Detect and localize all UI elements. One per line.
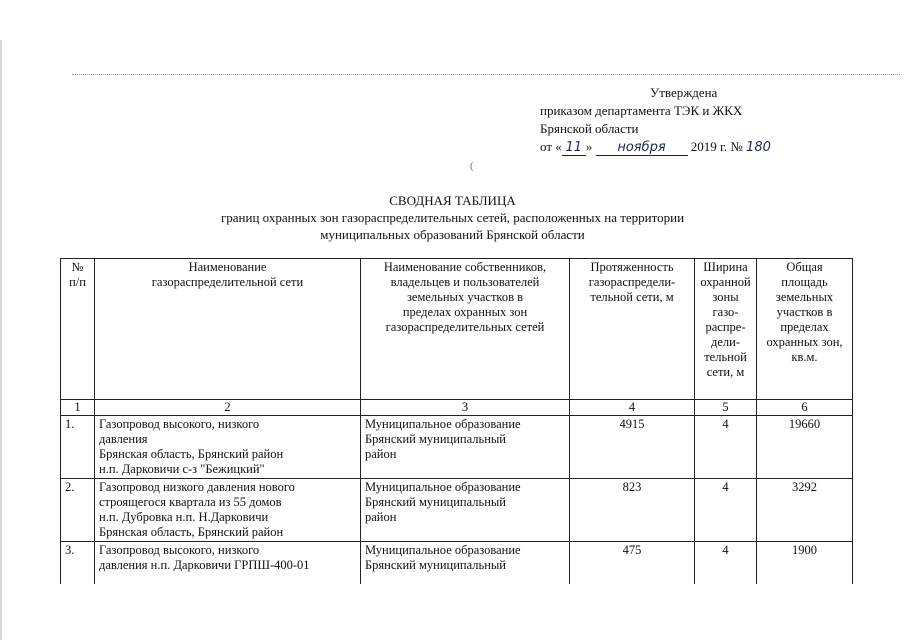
column-header-6: Общая площадь земельных участков в пределах охранных зон, кв.м.	[757, 259, 853, 400]
row-number: 1.	[61, 416, 95, 479]
scan-dotted-line	[72, 74, 900, 75]
area-value: 3292	[757, 479, 853, 542]
column-number-2: 2	[95, 400, 361, 416]
table-row	[61, 542, 853, 585]
zone-width-value: 4	[695, 479, 757, 542]
network-name: Газопровод низкого давления нового строящегося квартала из 55 домов н.п. Дубровка н.п. Н.Дарковичи Брянская область, Брянский район	[95, 479, 361, 542]
network-name: Газопровод высокого, низкого давления н.п. Дарковичи ГРПШ-400-01	[95, 542, 361, 585]
approval-date-line	[540, 138, 770, 156]
table-row	[61, 416, 853, 479]
column-header-1: № п/п	[61, 259, 95, 400]
handwritten-month: ноября	[596, 141, 688, 156]
column-header-5: Ширина охранной зоны газо- распре- дели- тельной сети, м	[695, 259, 757, 400]
column-header-3: Наименование собственников, владельцев и пользователей земельных участков в пределах охранных зон газораспределительных сетей	[361, 259, 570, 400]
title-line-1: СВОДНАЯ ТАБЛИЦА	[389, 193, 516, 208]
date-mid: »	[585, 139, 593, 154]
scan-left-edge	[0, 40, 2, 640]
handwritten-number: 180	[746, 140, 771, 155]
number-label: №	[730, 139, 743, 154]
approval-line-3: Брянской области	[540, 121, 639, 136]
owner-name: Муниципальное образование Брянский муниципальный	[361, 542, 570, 585]
date-prefix: от «	[540, 139, 562, 154]
table-row	[61, 479, 853, 542]
area-value: 1900	[757, 542, 853, 585]
row-number: 3.	[61, 542, 95, 585]
length-value: 823	[570, 479, 695, 542]
title-line-2: границ охранных зон газораспределительных сетей, расположенных на территории	[220, 210, 685, 225]
column-number-4: 4	[570, 400, 695, 416]
approval-block	[540, 84, 770, 156]
date-year: 2019 г.	[690, 139, 728, 154]
table-numbering-row	[61, 400, 853, 416]
column-number-1: 1	[61, 400, 95, 416]
approval-line-1: Утверждена	[650, 85, 718, 100]
handwritten-day: 11	[562, 141, 586, 156]
column-number-5: 5	[695, 400, 757, 416]
column-header-4: Протяженность газораспредели- тельной сети, м	[570, 259, 695, 400]
document-title	[0, 192, 905, 243]
column-header-2: Наименование газораспределительной сети	[95, 259, 361, 400]
column-number-3: 3	[361, 400, 570, 416]
network-name: Газопровод высокого, низкого давления Брянская область, Брянский район н.п. Дарковичи с-з "Бежицкий"	[95, 416, 361, 479]
owner-name: Муниципальное образование Брянский муниципальный район	[361, 479, 570, 542]
approval-line-2: приказом департамента ТЭК и ЖКХ	[540, 103, 743, 118]
column-number-6: 6	[757, 400, 853, 416]
zone-width-value: 4	[695, 416, 757, 479]
zone-width-value: 4	[695, 542, 757, 585]
owner-name: Муниципальное образование Брянский муниципальный район	[361, 416, 570, 479]
summary-table	[60, 258, 853, 584]
length-value: 4915	[570, 416, 695, 479]
area-value: 19660	[757, 416, 853, 479]
title-line-3: муниципальных образований Брянской области	[320, 227, 585, 242]
table-header-row	[61, 259, 853, 400]
stray-mark: (	[470, 160, 474, 172]
length-value: 475	[570, 542, 695, 585]
row-number: 2.	[61, 479, 95, 542]
